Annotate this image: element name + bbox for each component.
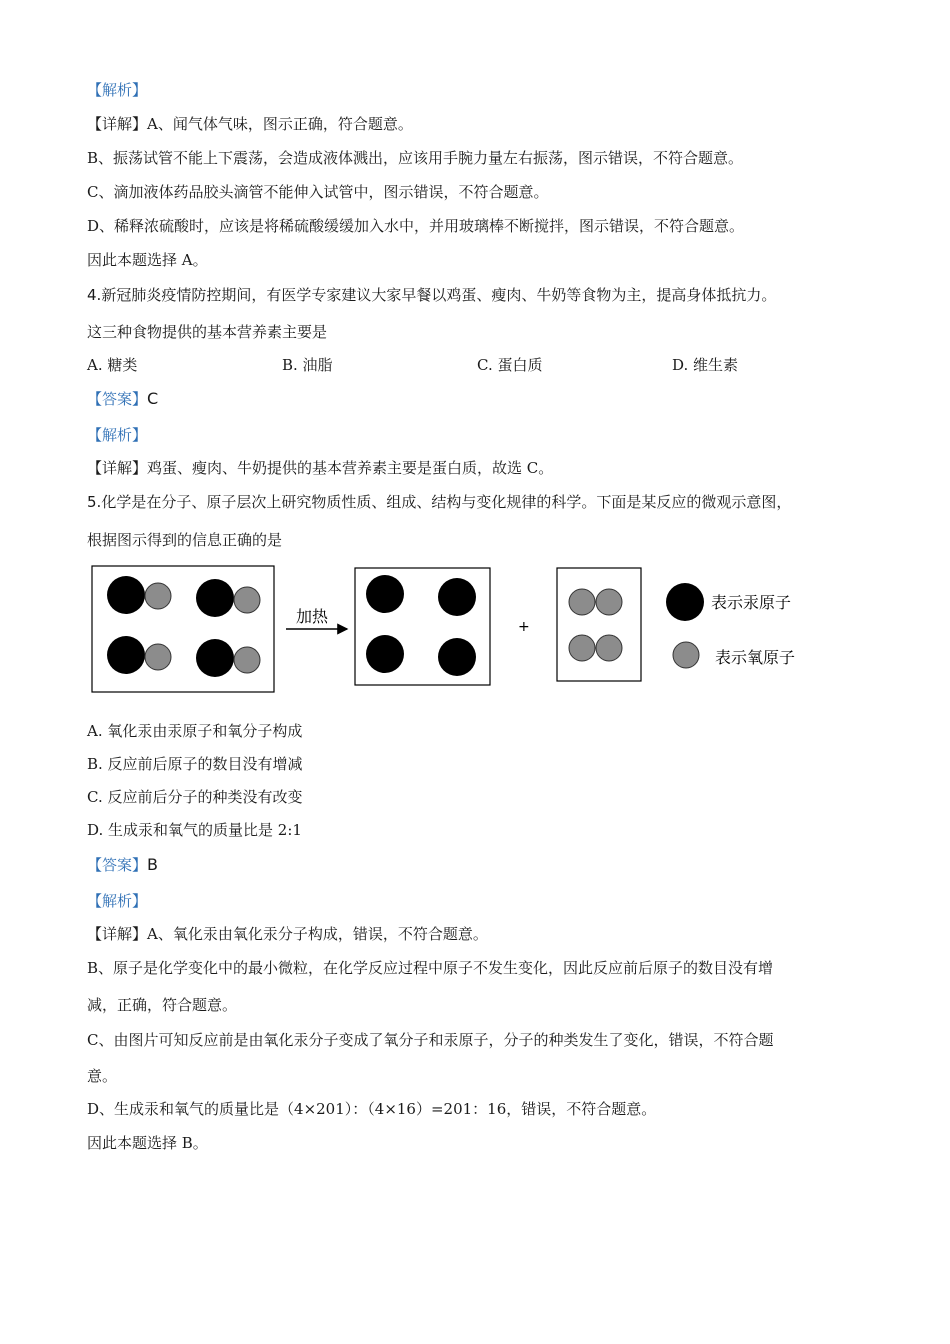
question-4 [87,285,776,305]
detail-line-c1: C、由图片可知反应前是由氧化汞分子变成了氧分子和汞原子，分子的种类发生了变化，错误，不符合题 [87,1031,774,1049]
reaction-diagram [0,555,950,700]
detail-line-d: D、生成汞和氧气的质量比是（4×201）：（4×16）=201：16，错误，不符合题意。 [87,1100,657,1118]
answer-line [87,855,158,875]
option-c: C. 反应前后分子的种类没有改变 [87,788,303,806]
mercury-oxide-molecule [107,576,171,614]
answer-label: 【答案】 [87,390,148,408]
analysis-label: 【解析】 [87,892,148,910]
mercury-oxide-molecule [107,636,171,674]
option-b: B. 反应前后原子的数目没有增减 [87,755,303,773]
question-4-line2: 这三种食物提供的基本营养素主要是 [87,323,328,341]
detail-line-a [87,114,413,134]
detail-line-a [87,924,488,944]
question-number: 5. [87,493,102,511]
mercury-atom [366,635,404,673]
detail-prefix: 【详解】 [87,925,148,943]
oxygen-product-box [557,568,641,681]
option-a: A. 糖类 [87,356,138,374]
plus-sign: + [518,619,530,635]
detail-text: A、氧化汞由氧化汞分子构成，错误，不符合题意。 [147,925,488,943]
conclusion: 因此本题选择 B。 [87,1134,208,1152]
detail-text: 鸡蛋、瘦肉、牛奶提供的基本营养素主要是蛋白质，故选 C。 [147,459,554,477]
mercury-atom [438,638,476,676]
detail-prefix: 【详解】 [87,115,148,133]
legend-oxygen-label: 表示氧原子 [715,648,796,667]
question-5-line2: 根据图示得到的信息正确的是 [87,531,283,549]
mercury-atom [438,578,476,616]
question-text: 化学是在分子、原子层次上研究物质性质、组成、结构与变化规律的科学。下面是某反应的微观示意图， [101,493,792,511]
answer-value: C [147,389,159,408]
legend-oxygen-symbol [673,642,699,668]
detail-line-c: C、滴加液体药品胶头滴管不能伸入试管中，图示错误，不符合题意。 [87,183,549,201]
analysis-label: 【解析】 [87,81,148,99]
detail-line-b2: 减，正确，符合题意。 [87,996,238,1014]
arrow-label: 加热 [296,607,329,626]
detail-line-b: B、振荡试管不能上下震荡，会造成液体溅出，应该用手腕力量左右振荡，图示错误，不符合题意。 [87,149,744,167]
detail-line-c2: 意。 [87,1067,118,1085]
answer-line [87,389,158,409]
answer-value: B [147,855,158,874]
detail-prefix: 【详解】 [87,459,148,477]
question-4-options [87,355,867,375]
question-number: 4. [87,286,102,304]
detail-line-d: D、稀释浓硫酸时，应该是将稀硫酸缓缓加入水中，并用玻璃棒不断搅拌，图示错误，不符合题意。 [87,217,745,235]
analysis-label: 【解析】 [87,426,148,444]
legend-mercury-label: 表示汞原子 [711,593,792,612]
mercury-atom [366,575,404,613]
oxygen-molecule [569,589,622,615]
detail-line [87,458,553,478]
option-a: A. 氧化汞由汞原子和氧分子构成 [87,722,303,740]
option-c: C. 蛋白质 [477,356,543,374]
legend-mercury-symbol [666,583,704,621]
oxygen-molecule [569,635,622,661]
answer-label: 【答案】 [87,856,148,874]
question-5 [87,492,791,512]
option-d: D. 生成汞和氧气的质量比是 2:1 [87,821,302,839]
detail-text: A、闻气体气味，图示正确，符合题意。 [147,115,413,133]
detail-line-b1: B、原子是化学变化中的最小微粒，在化学反应过程中原子不发生变化，因此反应前后原子的数目没有增 [87,959,774,977]
mercury-oxide-molecule [196,639,260,677]
option-b: B. 油脂 [282,356,333,374]
option-d: D. 维生素 [672,356,739,374]
conclusion: 因此本题选择 A。 [87,251,208,269]
question-text: 新冠肺炎疫情防控期间，有医学专家建议大家早餐以鸡蛋、瘦肉、牛奶等食物为主，提高身体抵抗力。 [101,286,777,304]
mercury-oxide-molecule [196,579,260,617]
